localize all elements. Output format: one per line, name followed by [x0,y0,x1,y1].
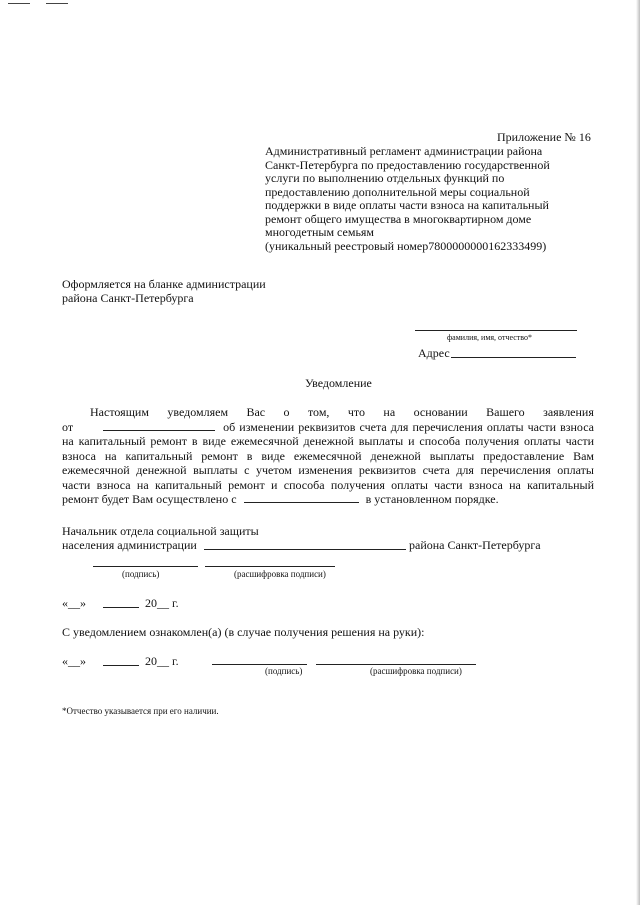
body-word: Вас [246,405,266,419]
ack-decode-caption: (расшифровка подписи) [370,666,462,676]
regulation-reference [265,145,550,253]
date-month-blank [103,607,139,608]
ack-signature-line [212,664,307,665]
ack-decode-line [316,664,476,665]
ack-date-month-blank [103,665,139,666]
signer-title-suffix: района Санкт-Петербурга [409,538,541,552]
body-word: Вашего [486,405,525,419]
signature-caption: (подпись) [122,569,160,579]
body-text-line: в установленном порядке. [365,492,499,506]
ack-date-day: «__» [62,654,86,668]
notice-body [62,405,594,507]
scan-mark [46,3,68,4]
regulation-line: поддержки в виде оплаты части взноса на капитальный [265,198,549,212]
letterhead-line: Оформляется на бланке администрации [62,277,266,291]
acknowledgement-text: С уведомлением ознакомлен(а) (в случае получения решения на руки): [62,625,425,639]
body-word: основании [413,405,468,419]
regulation-line: услуги по выполнению отдельных функций по [265,171,505,185]
body-line-1 [62,405,594,420]
effective-date-blank [244,492,359,503]
address-label: Адрес [418,346,450,360]
body-last-line [62,492,594,507]
body-text-line: на капитальный ремонт в виде ежемесячной денежной выплаты и способа получения оплаты части [62,434,594,448]
body-text-line: части взноса на капитальный ремонт и способа получения оплаты части взноса на капитальный [62,477,594,492]
body-word: том, [307,405,330,419]
body-line-2 [62,420,594,435]
regulation-line: многодетным семьям [265,225,375,239]
date-day: «__» [62,596,86,610]
appendix-label: Приложение № 16 [497,130,591,144]
scan-edge-shadow [636,0,640,905]
decode-caption: (расшифровка подписи) [234,569,326,579]
letterhead-line: района Санкт-Петербурга [62,291,194,305]
ack-date-year: 20__ г. [145,654,179,668]
signer-title-line-1: Начальник отдела социальной защиты [62,524,259,538]
regulation-line: (уникальный реестровый номер7800000000162333499) [265,238,547,253]
body-word: о [283,405,290,419]
from-label: от [62,419,74,434]
body-text-line: ежемесячной денежной выплаты с учетом изменения реквизитов счета для перечисления оплаты [62,463,594,477]
footnote: *Отчество указывается при его наличии. [62,706,219,716]
document-title: Уведомление [305,376,372,390]
body-word: на [383,405,396,419]
ack-signature-caption: (подпись) [265,666,303,676]
regulation-line: Санкт-Петербурга по предоставлению государственной [265,157,550,172]
body-word: уведомляем [167,405,229,419]
regulation-line: Административный регламент администрации района [265,144,543,158]
body-text-line: взноса на капитальный ремонт в виде ежемесячной денежной выплаты предоставление Вам [62,448,594,463]
letterhead-note [62,277,266,305]
signature-line [93,566,198,567]
body-text-line: ремонт будет Вам осуществлено с [62,492,237,506]
department-name-blank [204,549,406,550]
date-year: 20__ г. [145,596,179,610]
decode-line [205,566,335,567]
body-word: что [347,405,365,419]
body-text-line: об изменении реквизитов счета для перечисления оплаты части взноса [223,419,594,434]
body-word: Настоящим [90,405,149,419]
regulation-line: предоставлению дополнительной меры социальной [265,184,530,199]
regulation-line: ремонт общего имущества в многоквартирном доме [265,211,532,226]
scan-mark [8,3,30,4]
fio-caption: фамилия, имя, отчество* [447,333,532,342]
application-date-blank [103,420,215,431]
body-word: заявления [543,405,594,419]
signer-title-line-2: населения администрации [62,538,197,552]
address-field-line [451,357,576,358]
fio-field-line [415,330,577,331]
